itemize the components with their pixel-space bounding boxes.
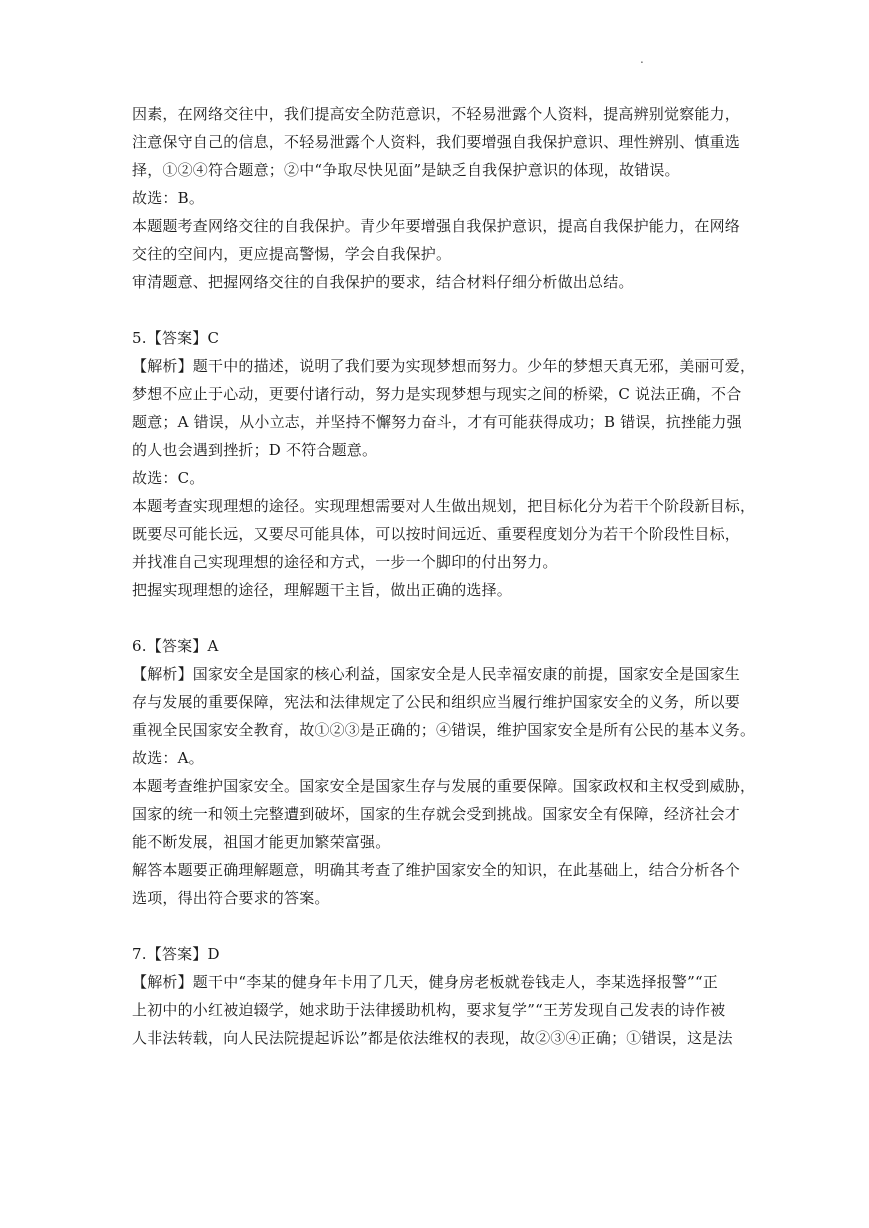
text-line: 交往的空间内，更应提高警惕，学会自我保护。 (132, 245, 452, 263)
text-line: 本题考查实现理想的途径。实现理想需要对人生做出规划，把目标化分为若干个阶段新目标， (132, 497, 756, 515)
section-intro (132, 100, 742, 296)
text-line: 【解析】题干中“李某的健身年卡用了几天，健身房老板就卷钱走人，李某选择报警”“正 (132, 973, 719, 991)
text-line: 本题考查维护国家安全。国家安全是国家生存与发展的重要保障。国家政权和主权受到威胁， (132, 777, 756, 795)
text-line: 重视全民国家安全教育，故①②③是正确的；④错误，维护国家安全是所有公民的基本义务。 (132, 721, 756, 739)
text-line: 国家的统一和领土完整遭到破坏，国家的生存就会受到挑战。国家安全有保障，经济社会才 (132, 805, 741, 823)
text-line: 注意保守自己的信息，不轻易泄露个人资料，我们要增强自我保护意识、理性辨别、慎重选 (132, 133, 741, 151)
text-line: 解答本题要正确理解题意，明确其考查了维护国家安全的知识，在此基础上，结合分析各个 (132, 861, 741, 879)
answer-heading: 5.【答案】C (132, 329, 220, 347)
text-line: 审清题意、把握网络交往的自我保护的要求，结合材料仔细分析做出总结。 (132, 273, 634, 291)
header-mark: . (640, 52, 644, 66)
text-line: 【解析】国家安全是国家的核心利益，国家安全是人民幸福安康的前提，国家安全是国家生 (132, 665, 741, 683)
text-line: 并找准自己实现理想的途径和方式，一步一个脚印的付出努力。 (132, 553, 558, 571)
document-body (132, 100, 756, 1052)
text-line: 本题题考查网络交往的自我保护。青少年要增强自我保护意识，提高自我保护能力，在网络 (132, 217, 741, 235)
text-line: 把握实现理想的途径，理解题干主旨，做出正确的选择。 (132, 581, 513, 599)
text-line: 既要尽可能长远，又要尽可能具体，可以按时间远近、重要程度划分为若干个阶段性目标， (132, 525, 741, 543)
spacer (132, 604, 742, 632)
text-line: 故选：A。 (132, 749, 204, 767)
text-line: 存与发展的重要保障，宪法和法律规定了公民和组织应当履行维护国家安全的义务，所以要 (132, 693, 741, 711)
text-line: 能不断发展，祖国才能更加繁荣富强。 (132, 833, 391, 851)
section-q6 (132, 632, 756, 912)
text-line: 故选：B。 (132, 189, 205, 207)
text-line: 梦想不应止于心动，更要付诸行动，努力是实现梦想与现实之间的桥梁，C 说法正确，不合 (132, 385, 742, 403)
section-q7 (132, 940, 742, 1052)
text-line: 题意；A 错误，从小立志，并坚持不懈努力奋斗，才有可能获得成功；B 错误，抗挫能力强 (132, 413, 742, 431)
text-line: 择，①②④符合题意；②中“争取尽快见面”是缺乏自我保护意识的体现，故错误。 (132, 161, 680, 179)
text-line: 【解析】题干中的描述，说明了我们要为实现梦想而努力。少年的梦想天真无邪，美丽可爱， (132, 357, 756, 375)
answer-heading: 6.【答案】A (132, 637, 219, 655)
text-line: 人非法转载，向人民法院提起诉讼”都是依法维权的表现，故②③④正确；①错误，这是法 (132, 1029, 733, 1047)
text-line: 的人也会遇到挫折；D 不符合题意。 (132, 441, 378, 459)
text-line: 故选：C。 (132, 469, 205, 487)
text-line: 因素，在网络交往中，我们提高安全防范意识，不轻易泄露个人资料，提高辨别觉察能力， (132, 105, 741, 123)
answer-heading: 7.【答案】D (132, 945, 220, 963)
spacer (132, 296, 742, 324)
text-line: 选项，得出符合要求的答案。 (132, 889, 330, 907)
text-line: 上初中的小红被迫辍学，她求助于法律援助机构，要求复学”“王芳发现自己发表的诗作被 (132, 1001, 726, 1019)
section-q5 (132, 324, 756, 604)
spacer (132, 912, 742, 940)
